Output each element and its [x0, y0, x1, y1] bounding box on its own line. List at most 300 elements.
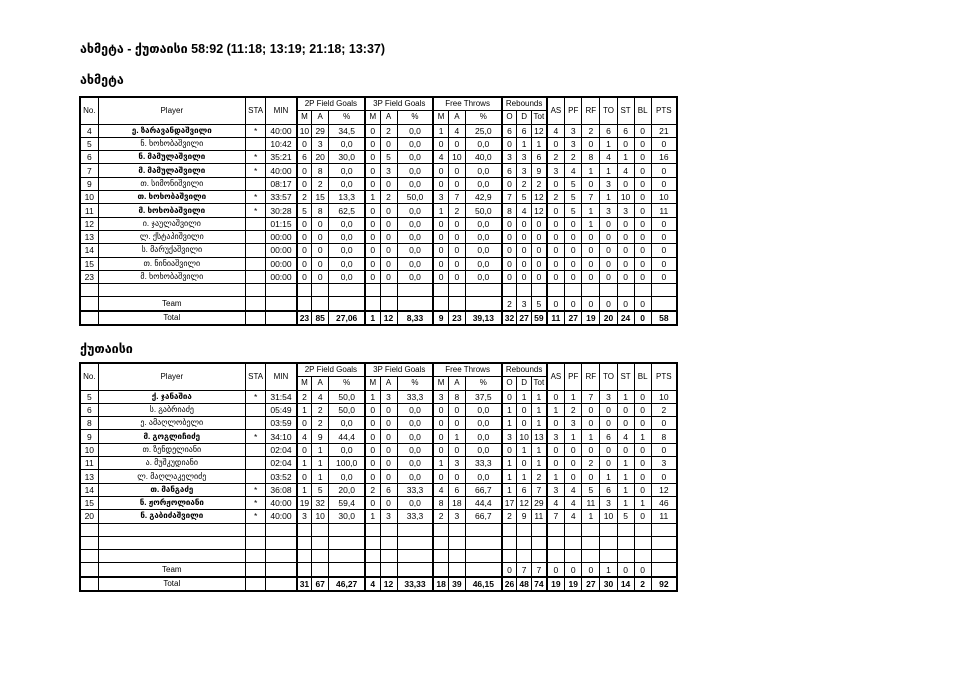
stat-pf-pct: 44,4 — [465, 496, 501, 509]
stat-mf — [433, 523, 448, 536]
stat-rf: 1 — [582, 430, 600, 443]
stat-pts: 0 — [651, 137, 677, 150]
stat-tot: 1 — [532, 403, 547, 416]
stat-bl: 0 — [634, 191, 651, 204]
stat-pts — [651, 284, 677, 297]
col-subheader-m: M — [433, 111, 448, 124]
stat-pf: 1 — [565, 390, 582, 403]
stat-d: 0 — [517, 230, 532, 243]
col-subheader-percent: % — [329, 377, 365, 390]
stat-p3: 0,0 — [397, 470, 433, 483]
stat-p2: 0,0 — [329, 270, 365, 283]
stat-a3: 0 — [380, 457, 397, 470]
stat-pf: 0 — [565, 457, 582, 470]
stat-a2: 1 — [312, 443, 329, 456]
stat-m3 — [365, 550, 380, 563]
stat-tot: 11 — [532, 510, 547, 523]
stat-a3: 0 — [380, 496, 397, 509]
stat-as: 3 — [547, 430, 565, 443]
stat-bl: 0 — [634, 124, 651, 137]
stat-to: 10 — [600, 510, 617, 523]
stat-pts — [651, 550, 677, 563]
player-name — [98, 550, 245, 563]
stat-st: 0 — [617, 177, 634, 190]
stat-d: 12 — [517, 496, 532, 509]
starter-mark: * — [245, 191, 265, 204]
stat-rf: 0 — [582, 417, 600, 430]
team-row-empty — [297, 297, 312, 311]
stat-as: 0 — [547, 217, 565, 230]
stat-o: 17 — [502, 496, 517, 509]
stat-pf: 3 — [565, 137, 582, 150]
col-header-pts: PTS — [651, 97, 677, 124]
stat-pf-pct: 0,0 — [465, 177, 501, 190]
total-stat-o: 26 — [502, 577, 517, 591]
stat-p2: 30,0 — [329, 510, 365, 523]
stat-a2: 4 — [312, 390, 329, 403]
stat-bl — [634, 523, 651, 536]
stat-m2 — [297, 536, 312, 549]
stat-mf: 1 — [433, 124, 448, 137]
stat-p2: 0,0 — [329, 443, 365, 456]
stat-p3: 33,3 — [397, 483, 433, 496]
stat-tot: 6 — [532, 151, 547, 164]
stat-pf: 0 — [565, 270, 582, 283]
team-stats-table — [79, 96, 678, 326]
total-row — [80, 311, 677, 325]
col-subheader-o: O — [502, 377, 517, 390]
stat-pf-pct: 0,0 — [465, 417, 501, 430]
stat-p3: 0,0 — [397, 217, 433, 230]
stat-mf: 0 — [433, 470, 448, 483]
stat-a3: 0 — [380, 470, 397, 483]
player-number: 15 — [80, 257, 98, 270]
stat-a2 — [312, 284, 329, 297]
stat-m3: 0 — [365, 417, 380, 430]
stat-d: 3 — [517, 151, 532, 164]
player-row — [80, 164, 677, 177]
player-name — [98, 536, 245, 549]
stat-o: 0 — [502, 390, 517, 403]
stat-m3: 1 — [365, 510, 380, 523]
stat-o: 0 — [502, 244, 517, 257]
stat-bl: 0 — [634, 470, 651, 483]
stat-p2: 50,0 — [329, 403, 365, 416]
player-row — [80, 496, 677, 509]
stat-as — [547, 536, 565, 549]
stat-st: 1 — [617, 483, 634, 496]
stat-p2: 50,0 — [329, 390, 365, 403]
player-row — [80, 470, 677, 483]
stat-st: 6 — [617, 124, 634, 137]
stat-pts: 12 — [651, 483, 677, 496]
minutes — [266, 523, 297, 536]
player-number: 9 — [80, 177, 98, 190]
stat-a3: 0 — [380, 257, 397, 270]
stat-to: 4 — [600, 151, 617, 164]
player-row — [80, 550, 677, 563]
minutes: 40:00 — [266, 124, 297, 137]
player-row — [80, 430, 677, 443]
stat-st: 1 — [617, 470, 634, 483]
stat-rf: 1 — [582, 217, 600, 230]
stat-to: 3 — [600, 177, 617, 190]
col-header-rebounds: Rebounds — [502, 97, 547, 111]
team-stats-table — [79, 362, 678, 592]
stat-a2: 29 — [312, 124, 329, 137]
stat-tot: 0 — [532, 230, 547, 243]
stat-a2: 8 — [312, 164, 329, 177]
col-subheader-m: M — [297, 377, 312, 390]
team-stat-bl: 0 — [634, 563, 651, 577]
stat-af: 4 — [448, 124, 465, 137]
total-stat-p3: 33,33 — [397, 577, 433, 591]
stat-p2 — [329, 536, 365, 549]
stat-p3: 0,0 — [397, 496, 433, 509]
stat-pts: 0 — [651, 244, 677, 257]
player-number: 13 — [80, 230, 98, 243]
stat-p2 — [329, 523, 365, 536]
stat-p2: 0,0 — [329, 417, 365, 430]
starter-mark — [245, 217, 265, 230]
stat-pf: 4 — [565, 164, 582, 177]
player-number — [80, 550, 98, 563]
stat-m3: 0 — [365, 470, 380, 483]
col-subheader-percent: % — [465, 111, 501, 124]
stat-as — [547, 550, 565, 563]
stat-pf-pct: 0,0 — [465, 270, 501, 283]
stat-pf: 5 — [565, 191, 582, 204]
stat-a2: 9 — [312, 430, 329, 443]
player-number: 6 — [80, 151, 98, 164]
stat-mf: 8 — [433, 496, 448, 509]
col-subheader-a: A — [312, 377, 329, 390]
stat-pf: 0 — [565, 257, 582, 270]
stat-m3: 1 — [365, 191, 380, 204]
team-row-pts — [651, 297, 677, 311]
stat-o: 6 — [502, 164, 517, 177]
stat-st — [617, 284, 634, 297]
team-stat-d: 3 — [517, 297, 532, 311]
stat-af: 0 — [448, 470, 465, 483]
stat-d: 6 — [517, 483, 532, 496]
stat-d: 0 — [517, 257, 532, 270]
team-stat-pf: 0 — [565, 297, 582, 311]
stat-a3: 0 — [380, 417, 397, 430]
minutes: 02:04 — [266, 443, 297, 456]
stat-af — [448, 284, 465, 297]
stat-p3: 0,0 — [397, 137, 433, 150]
stat-pts: 21 — [651, 124, 677, 137]
team-row-empty — [312, 563, 329, 577]
stat-as: 3 — [547, 164, 565, 177]
stat-p3: 0,0 — [397, 417, 433, 430]
stat-pts: 0 — [651, 470, 677, 483]
stat-pf-pct: 0,0 — [465, 217, 501, 230]
col-subheader-percent: % — [329, 111, 365, 124]
stat-d: 1 — [517, 137, 532, 150]
stat-to: 6 — [600, 483, 617, 496]
stat-a3 — [380, 284, 397, 297]
stat-a2: 0 — [312, 244, 329, 257]
stat-mf: 0 — [433, 257, 448, 270]
starter-mark: * — [245, 390, 265, 403]
stat-p3: 33,3 — [397, 510, 433, 523]
team-row-empty — [365, 563, 380, 577]
stat-tot: 9 — [532, 164, 547, 177]
team-row-empty — [397, 297, 433, 311]
stat-m2: 0 — [297, 270, 312, 283]
stat-to: 0 — [600, 457, 617, 470]
stat-a3: 2 — [380, 124, 397, 137]
stat-m3 — [365, 523, 380, 536]
stat-st: 4 — [617, 430, 634, 443]
col-header-to: TO — [600, 363, 617, 390]
player-row — [80, 137, 677, 150]
stat-as: 0 — [547, 204, 565, 217]
player-row — [80, 177, 677, 190]
stat-bl: 0 — [634, 417, 651, 430]
col-header-st: ST — [617, 97, 634, 124]
col-header-bl: BL — [634, 363, 651, 390]
stat-af: 0 — [448, 443, 465, 456]
stat-bl: 0 — [634, 164, 651, 177]
stat-as: 0 — [547, 270, 565, 283]
stat-p2: 62,5 — [329, 204, 365, 217]
stat-as: 0 — [547, 443, 565, 456]
col-header-min: MIN — [266, 97, 297, 124]
minutes: 35:21 — [266, 151, 297, 164]
starter-mark: * — [245, 204, 265, 217]
stat-af — [448, 523, 465, 536]
minutes: 00:00 — [266, 257, 297, 270]
stat-m2: 0 — [297, 137, 312, 150]
player-number: 10 — [80, 443, 98, 456]
player-number: 20 — [80, 510, 98, 523]
total-stat-pf-pct: 46,15 — [465, 577, 501, 591]
stat-m3: 0 — [365, 244, 380, 257]
total-stat-d: 48 — [517, 577, 532, 591]
col-header-pts: PTS — [651, 363, 677, 390]
stat-p3: 0,0 — [397, 257, 433, 270]
stat-pf-pct: 66,7 — [465, 510, 501, 523]
player-row — [80, 257, 677, 270]
stat-p3: 0,0 — [397, 270, 433, 283]
stat-pf: 3 — [565, 417, 582, 430]
stat-tot: 0 — [532, 257, 547, 270]
total-stat-mf: 18 — [433, 577, 448, 591]
stat-af: 6 — [448, 483, 465, 496]
stat-to: 0 — [600, 230, 617, 243]
stat-st: 0 — [617, 244, 634, 257]
total-stat-bl: 2 — [634, 577, 651, 591]
stat-pts: 46 — [651, 496, 677, 509]
starter-mark — [245, 443, 265, 456]
total-stat-as: 11 — [547, 311, 565, 325]
stat-pf-pct: 66,7 — [465, 483, 501, 496]
team-row-empty — [465, 297, 501, 311]
col-subheader-tot: Tot — [532, 377, 547, 390]
total-stat-m3: 4 — [365, 577, 380, 591]
stat-m2: 10 — [297, 124, 312, 137]
player-number: 4 — [80, 124, 98, 137]
stat-pf — [565, 536, 582, 549]
total-stat-pf-pct: 39,13 — [465, 311, 501, 325]
stat-bl: 1 — [634, 430, 651, 443]
stat-tot: 1 — [532, 417, 547, 430]
minutes — [266, 284, 297, 297]
col-subheader-o: O — [502, 111, 517, 124]
stat-as: 0 — [547, 137, 565, 150]
stat-m2: 1 — [297, 457, 312, 470]
starter-mark — [245, 257, 265, 270]
stat-d: 2 — [517, 177, 532, 190]
total-stat-a3: 12 — [380, 311, 397, 325]
stat-d: 10 — [517, 430, 532, 443]
col-subheader-d: D — [517, 377, 532, 390]
stat-p3: 0,0 — [397, 124, 433, 137]
stat-a3: 0 — [380, 443, 397, 456]
stat-bl: 0 — [634, 217, 651, 230]
stat-rf: 0 — [582, 177, 600, 190]
stat-af: 3 — [448, 510, 465, 523]
player-name: ნ. გაბიძაშვილი — [98, 510, 245, 523]
stat-m2: 2 — [297, 390, 312, 403]
stat-to: 6 — [600, 124, 617, 137]
stat-mf: 0 — [433, 417, 448, 430]
player-row — [80, 204, 677, 217]
stat-mf — [433, 284, 448, 297]
stat-a3: 6 — [380, 483, 397, 496]
stat-p2 — [329, 550, 365, 563]
stat-mf: 2 — [433, 510, 448, 523]
player-name: ლ. ქსტაპიშვილი — [98, 230, 245, 243]
team-stat-st: 0 — [617, 297, 634, 311]
player-name — [98, 284, 245, 297]
team-row-empty — [433, 297, 448, 311]
col-header-rf: RF — [582, 97, 600, 124]
player-number: 8 — [80, 417, 98, 430]
team-row-sta — [245, 297, 265, 311]
starter-mark — [245, 137, 265, 150]
stat-rf: 2 — [582, 457, 600, 470]
stat-to: 0 — [600, 270, 617, 283]
starter-mark — [245, 417, 265, 430]
stat-tot: 29 — [532, 496, 547, 509]
stat-bl: 0 — [634, 257, 651, 270]
stat-tot — [532, 536, 547, 549]
stat-tot: 7 — [532, 483, 547, 496]
stat-to — [600, 550, 617, 563]
col-subheader-d: D — [517, 111, 532, 124]
minutes: 10:42 — [266, 137, 297, 150]
stat-to: 1 — [600, 164, 617, 177]
player-name: ქ. ჯანაშია — [98, 390, 245, 403]
stat-a3: 0 — [380, 403, 397, 416]
stat-o: 1 — [502, 483, 517, 496]
stat-rf — [582, 284, 600, 297]
stat-a3: 0 — [380, 137, 397, 150]
stat-m2: 2 — [297, 191, 312, 204]
minutes: 02:04 — [266, 457, 297, 470]
stat-o: 8 — [502, 204, 517, 217]
stat-st: 4 — [617, 164, 634, 177]
stat-pf-pct: 37,5 — [465, 390, 501, 403]
total-row-no — [80, 577, 98, 591]
minutes: 03:52 — [266, 470, 297, 483]
stat-a2 — [312, 523, 329, 536]
stat-a3 — [380, 550, 397, 563]
stat-d: 9 — [517, 510, 532, 523]
total-stat-pf: 27 — [565, 311, 582, 325]
stat-a3: 0 — [380, 177, 397, 190]
stat-p3: 0,0 — [397, 244, 433, 257]
total-stat-m2: 31 — [297, 577, 312, 591]
stat-st: 0 — [617, 230, 634, 243]
col-subheader-percent: % — [397, 377, 433, 390]
stat-pf-pct: 0,0 — [465, 403, 501, 416]
player-name: ს. მარუქაშვილი — [98, 244, 245, 257]
total-stat-to: 30 — [600, 577, 617, 591]
stat-m3: 0 — [365, 443, 380, 456]
stat-a2: 0 — [312, 230, 329, 243]
stat-p3 — [397, 284, 433, 297]
player-name: ნ. ჟორჟოლიანი — [98, 496, 245, 509]
stat-a2 — [312, 536, 329, 549]
stat-rf: 0 — [582, 443, 600, 456]
stat-bl: 0 — [634, 137, 651, 150]
team-stat-pf: 0 — [565, 563, 582, 577]
starter-mark — [245, 230, 265, 243]
stat-pf-pct: 0,0 — [465, 137, 501, 150]
stat-a2: 10 — [312, 510, 329, 523]
player-row — [80, 536, 677, 549]
stat-m2: 0 — [297, 230, 312, 243]
stat-bl: 0 — [634, 204, 651, 217]
total-stat-pf: 19 — [565, 577, 582, 591]
stat-pts: 0 — [651, 177, 677, 190]
player-row — [80, 124, 677, 137]
col-header-to: TO — [600, 97, 617, 124]
stat-pf: 5 — [565, 204, 582, 217]
total-stat-m3: 1 — [365, 311, 380, 325]
stat-pf-pct: 0,0 — [465, 230, 501, 243]
starter-mark — [245, 536, 265, 549]
total-stat-m2: 23 — [297, 311, 312, 325]
player-row — [80, 403, 677, 416]
stat-bl: 0 — [634, 510, 651, 523]
stat-p2: 0,0 — [329, 244, 365, 257]
stat-p3: 50,0 — [397, 191, 433, 204]
stat-as: 3 — [547, 483, 565, 496]
player-number: 12 — [80, 217, 98, 230]
stat-pf: 0 — [565, 230, 582, 243]
stat-o: 0 — [502, 217, 517, 230]
stat-mf — [433, 550, 448, 563]
stat-mf: 0 — [433, 230, 448, 243]
stat-p2: 0,0 — [329, 177, 365, 190]
stat-pts: 11 — [651, 510, 677, 523]
stat-tot: 0 — [532, 217, 547, 230]
stat-mf: 0 — [433, 217, 448, 230]
stat-o: 3 — [502, 430, 517, 443]
stat-pf-pct: 42,9 — [465, 191, 501, 204]
stat-d — [517, 523, 532, 536]
stat-pts: 0 — [651, 230, 677, 243]
player-number: 11 — [80, 457, 98, 470]
team-stat-as: 0 — [547, 563, 565, 577]
stat-st — [617, 550, 634, 563]
